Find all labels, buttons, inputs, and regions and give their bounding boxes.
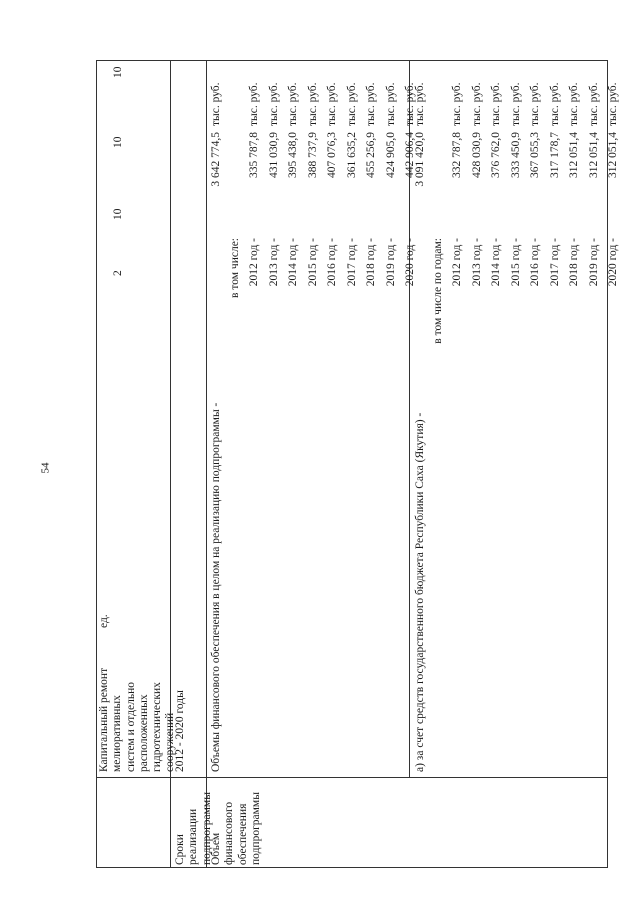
terms-label: Сроки реализации подпрограммы bbox=[174, 792, 213, 865]
year-label: 2017 год - bbox=[548, 238, 561, 287]
year-unit: тыс. руб. bbox=[287, 82, 299, 126]
terms-value: 2012 - 2020 годы bbox=[174, 690, 186, 772]
capital-repair-unit: ед. bbox=[98, 614, 110, 628]
year-label: 2015 год - bbox=[306, 238, 319, 287]
year-label: 2014 год - bbox=[490, 238, 502, 287]
year-label: 2016 год - bbox=[529, 238, 541, 287]
year-value: 317 178,7 bbox=[548, 132, 561, 178]
year-value: 312 051,4 bbox=[587, 132, 600, 178]
year-unit: тыс. руб. bbox=[529, 82, 541, 126]
year-value: 407 076,3 bbox=[326, 132, 338, 178]
year-label: 2013 год - bbox=[470, 238, 483, 287]
funding-incl-text: в том числе: bbox=[229, 238, 241, 298]
year-value: 367 055,3 bbox=[529, 132, 541, 178]
year-value: 335 787,8 bbox=[248, 132, 260, 178]
year-value: 455 256,9 bbox=[365, 132, 377, 178]
funding-total-text: Объемы финансового обеспечения в целом на реализацию подпрограммы - bbox=[210, 402, 222, 772]
table-border-top bbox=[96, 60, 97, 868]
funding-total-unit: тыс. руб. bbox=[210, 82, 222, 126]
year-unit: тыс. руб. bbox=[451, 82, 463, 126]
year-unit: тыс. руб. bbox=[509, 82, 522, 126]
year-unit: тыс. руб. bbox=[267, 82, 280, 126]
funding-total-value: 3 642 774,5 bbox=[210, 132, 222, 187]
year-unit: тыс. руб. bbox=[306, 82, 319, 126]
year-label: 2013 год - bbox=[267, 238, 280, 287]
year-value: 332 787,8 bbox=[451, 132, 463, 178]
capital-repair-label: Капитальный ремонт мелиоративных систем и отдельно расположенных гидротехнических сооружений bbox=[98, 667, 177, 772]
year-unit: тыс. руб. bbox=[607, 82, 619, 126]
year-value: 333 450,9 bbox=[509, 132, 522, 178]
year-label: 2019 год - bbox=[384, 238, 397, 287]
row-divider-2 bbox=[206, 60, 207, 868]
year-value: 395 438,0 bbox=[287, 132, 299, 178]
header-number-1: 2 bbox=[112, 270, 124, 276]
year-label: 2016 год - bbox=[326, 238, 338, 287]
year-label: 2014 год - bbox=[287, 238, 299, 287]
year-label: 2018 год - bbox=[365, 238, 377, 287]
header-number-2: 10 bbox=[112, 208, 124, 220]
year-unit: тыс. руб. bbox=[404, 82, 416, 126]
year-unit: тыс. руб. bbox=[326, 82, 338, 126]
year-label: 2012 год - bbox=[248, 238, 260, 287]
year-unit: тыс. руб. bbox=[345, 82, 358, 126]
year-label: 2015 год - bbox=[509, 238, 522, 287]
year-value: 424 905,0 bbox=[384, 132, 397, 178]
year-label: 2012 год - bbox=[451, 238, 463, 287]
year-value: 361 635,2 bbox=[345, 132, 358, 178]
year-label: 2019 год - bbox=[587, 238, 600, 287]
year-value: 376 762,0 bbox=[490, 132, 502, 178]
year-value: 428 030,9 bbox=[470, 132, 483, 178]
year-unit: тыс. руб. bbox=[568, 82, 580, 126]
header-number-3: 10 bbox=[112, 136, 124, 148]
budget-unit: тыс. руб. bbox=[414, 82, 426, 126]
year-label: 2018 год - bbox=[568, 238, 580, 287]
year-value: 312 051,4 bbox=[607, 132, 619, 178]
year-unit: тыс. руб. bbox=[470, 82, 483, 126]
budget-text: а) за счет средств государственного бюджета Республики Саха (Якутия) - bbox=[414, 412, 426, 772]
year-unit: тыс. руб. bbox=[384, 82, 397, 126]
year-unit: тыс. руб. bbox=[490, 82, 502, 126]
rotated-table bbox=[96, 60, 619, 868]
funding-label: Объем финансового обеспечения подпрограммы bbox=[210, 792, 262, 865]
year-label: 2020 год - bbox=[404, 238, 416, 287]
budget-incl-text: в том числе по годам: bbox=[432, 238, 444, 344]
year-value: 431 030,9 bbox=[267, 132, 280, 178]
year-unit: тыс. руб. bbox=[548, 82, 561, 126]
table-border-left bbox=[96, 867, 608, 868]
year-value: 442 906,4 bbox=[404, 132, 416, 178]
column-divider bbox=[96, 777, 608, 778]
year-unit: тыс. руб. bbox=[248, 82, 260, 126]
header-number-4: 10 bbox=[112, 66, 124, 78]
year-value: 312 051,4 bbox=[568, 132, 580, 178]
page-number: 54 bbox=[39, 462, 52, 474]
year-unit: тыс. руб. bbox=[365, 82, 377, 126]
year-unit: тыс. руб. bbox=[587, 82, 600, 126]
year-label: 2020 год - bbox=[607, 238, 619, 287]
table-border-right bbox=[96, 60, 608, 61]
year-label: 2017 год - bbox=[345, 238, 358, 287]
year-value: 388 737,9 bbox=[306, 132, 319, 178]
budget-value: 3 091 420,0 bbox=[414, 132, 426, 187]
